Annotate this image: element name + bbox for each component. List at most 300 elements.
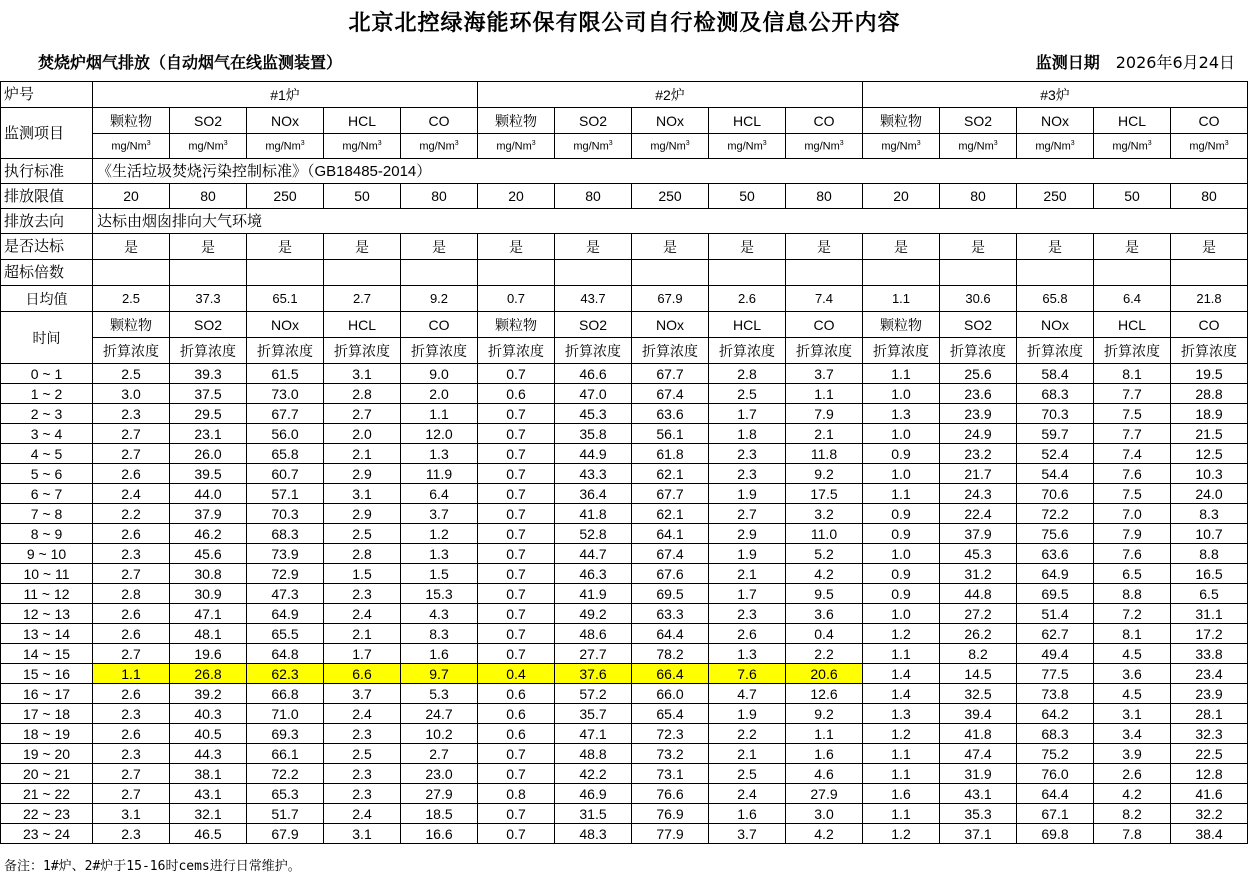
value-cell: 0.4: [786, 624, 863, 644]
value-cell: 2.6: [1094, 764, 1171, 784]
value-cell: 2.8: [324, 384, 401, 404]
value-cell: 70.3: [247, 504, 324, 524]
value-cell: 35.7: [555, 704, 632, 724]
value-cell: 2.7: [93, 644, 170, 664]
value-cell: 26.0: [170, 444, 247, 464]
table-row: [1, 684, 1248, 704]
limit-value: 80: [940, 184, 1017, 209]
value-cell: 7.6: [709, 664, 786, 684]
value-cell: 64.1: [632, 524, 709, 544]
value-cell: 19.5: [1171, 364, 1248, 384]
value-cell: 48.1: [170, 624, 247, 644]
value-cell: 2.6: [93, 604, 170, 624]
value-cell: 14.5: [940, 664, 1017, 684]
row-pollutants-lower: [1, 312, 1248, 338]
value-cell: 47.3: [247, 584, 324, 604]
row-units: [1, 134, 1248, 159]
value-cell: 24.9: [940, 424, 1017, 444]
value-cell: 22.4: [940, 504, 1017, 524]
value-cell: 59.7: [1017, 424, 1094, 444]
time-cell: 4 ~ 5: [1, 444, 93, 464]
value-cell: 47.1: [555, 724, 632, 744]
value-cell: 49.4: [1017, 644, 1094, 664]
value-cell: 38.4: [1171, 824, 1248, 844]
value-cell: 51.4: [1017, 604, 1094, 624]
value-cell: 9.5: [786, 584, 863, 604]
row-daily-avg: [1, 286, 1248, 312]
value-cell: 23.6: [940, 384, 1017, 404]
time-cell: 15 ~ 16: [1, 664, 93, 684]
value-cell: 0.6: [478, 704, 555, 724]
value-cell: 47.4: [940, 744, 1017, 764]
page-title: 北京北控绿海能环保有限公司自行检测及信息公开内容: [348, 11, 901, 36]
value-cell: 2.5: [709, 384, 786, 404]
exceed-value: [940, 260, 1017, 286]
value-cell: 2.1: [786, 424, 863, 444]
value-cell: 1.9: [709, 484, 786, 504]
value-cell: 67.7: [247, 404, 324, 424]
value-cell: 2.3: [93, 404, 170, 424]
value-cell: 0.7: [478, 484, 555, 504]
value-cell: 1.1: [863, 804, 940, 824]
value-cell: 1.4: [863, 684, 940, 704]
value-cell: 0.9: [863, 504, 940, 524]
value-cell: 2.7: [93, 424, 170, 444]
pollutant-name-lower: NOx: [632, 312, 709, 338]
value-cell: 1.9: [709, 544, 786, 564]
value-cell: 3.7: [786, 364, 863, 384]
daily-avg-value: 7.4: [786, 286, 863, 312]
label-time: 时间: [1, 312, 93, 364]
value-cell: 0.7: [478, 504, 555, 524]
value-cell: 4.2: [786, 564, 863, 584]
time-cell: 19 ~ 20: [1, 744, 93, 764]
value-cell: 1.6: [786, 744, 863, 764]
unit-text: mg/Nm: [1112, 140, 1148, 153]
value-cell: 64.9: [247, 604, 324, 624]
time-cell: 3 ~ 4: [1, 424, 93, 444]
value-cell: 62.7: [1017, 624, 1094, 644]
value-cell: 66.0: [632, 684, 709, 704]
time-cell: 1 ~ 2: [1, 384, 93, 404]
value-cell: 2.8: [93, 584, 170, 604]
value-cell: 0.6: [478, 384, 555, 404]
value-cell: 2.6: [93, 624, 170, 644]
value-cell: 2.7: [709, 504, 786, 524]
value-cell: 7.5: [1094, 484, 1171, 504]
unit-text: mg/Nm: [111, 140, 147, 153]
table-row: [1, 664, 1248, 684]
value-cell: 2.3: [324, 724, 401, 744]
value-cell: 68.3: [247, 524, 324, 544]
pollutant-name: SO2: [940, 108, 1017, 134]
value-cell: 18.9: [1171, 404, 1248, 424]
time-cell: 14 ~ 15: [1, 644, 93, 664]
value-cell: 1.6: [401, 644, 478, 664]
value-cell: 28.1: [1171, 704, 1248, 724]
furnace-2-header: #2炉: [478, 82, 863, 108]
time-cell: 0 ~ 1: [1, 364, 93, 384]
value-cell: 4.5: [1094, 644, 1171, 664]
conv-label: 折算浓度: [478, 338, 555, 364]
value-cell: 46.5: [170, 824, 247, 844]
value-cell: 46.6: [555, 364, 632, 384]
value-cell: 72.9: [247, 564, 324, 584]
time-cell: 5 ~ 6: [1, 464, 93, 484]
value-cell: 32.1: [170, 804, 247, 824]
compliant-value: 是: [1171, 234, 1248, 260]
value-cell: 77.9: [632, 824, 709, 844]
value-cell: 23.0: [401, 764, 478, 784]
exceed-value: [247, 260, 324, 286]
value-cell: 66.4: [632, 664, 709, 684]
compliant-value: 是: [247, 234, 324, 260]
value-cell: 73.1: [632, 764, 709, 784]
value-cell: 67.7: [632, 484, 709, 504]
value-cell: 0.7: [478, 604, 555, 624]
value-cell: 12.0: [401, 424, 478, 444]
value-cell: 77.5: [1017, 664, 1094, 684]
value-cell: 8.2: [1094, 804, 1171, 824]
value-cell: 2.5: [93, 364, 170, 384]
time-cell: 7 ~ 8: [1, 504, 93, 524]
value-cell: 31.9: [940, 764, 1017, 784]
value-cell: 2.7: [401, 744, 478, 764]
value-cell: 9.0: [401, 364, 478, 384]
value-cell: 0.9: [863, 444, 940, 464]
value-cell: 56.0: [247, 424, 324, 444]
row-items: [1, 108, 1248, 134]
value-cell: 2.7: [93, 764, 170, 784]
value-cell: 2.1: [709, 744, 786, 764]
value-cell: 0.6: [478, 724, 555, 744]
footnote: 备注：1#炉、2#炉于15-16时cems进行日常维护。: [4, 859, 301, 874]
value-cell: 1.1: [863, 644, 940, 664]
conv-label: 折算浓度: [632, 338, 709, 364]
daily-avg-value: 2.5: [93, 286, 170, 312]
value-cell: 8.3: [1171, 504, 1248, 524]
value-cell: 32.5: [940, 684, 1017, 704]
value-cell: 1.3: [401, 444, 478, 464]
value-cell: 46.2: [170, 524, 247, 544]
unit-exponent: 3: [300, 139, 305, 147]
value-cell: 8.2: [940, 644, 1017, 664]
value-cell: 1.1: [786, 384, 863, 404]
daily-avg-value: 21.8: [1171, 286, 1248, 312]
time-cell: 6 ~ 7: [1, 484, 93, 504]
value-cell: 75.6: [1017, 524, 1094, 544]
furnace-3-header: #3炉: [863, 82, 1248, 108]
value-cell: 1.2: [863, 624, 940, 644]
pollutant-name: 颗粒物: [93, 108, 170, 134]
compliant-value: 是: [555, 234, 632, 260]
value-cell: 3.9: [1094, 744, 1171, 764]
value-cell: 48.6: [555, 624, 632, 644]
label-furnace: 炉号: [1, 82, 93, 108]
value-cell: 1.0: [863, 424, 940, 444]
value-cell: 39.4: [940, 704, 1017, 724]
row-exceed: [1, 260, 1248, 286]
value-cell: 2.7: [324, 404, 401, 424]
table-row: [1, 464, 1248, 484]
daily-avg-value: 6.4: [1094, 286, 1171, 312]
value-cell: 44.0: [170, 484, 247, 504]
value-cell: 6.6: [324, 664, 401, 684]
pollutant-name: CO: [401, 108, 478, 134]
pollutant-name: HCL: [1094, 108, 1171, 134]
value-cell: 2.1: [324, 444, 401, 464]
value-cell: 68.3: [1017, 384, 1094, 404]
label-destination: 排放去向: [1, 209, 93, 234]
table-row: [1, 364, 1248, 384]
limit-value: 50: [324, 184, 401, 209]
unit-text: mg/Nm: [881, 140, 917, 153]
value-cell: 6.5: [1094, 564, 1171, 584]
unit-exponent: 3: [839, 139, 844, 147]
value-cell: 1.3: [709, 644, 786, 664]
daily-avg-value: 67.9: [632, 286, 709, 312]
value-cell: 23.2: [940, 444, 1017, 464]
value-cell: 63.6: [632, 404, 709, 424]
value-cell: 1.1: [401, 404, 478, 424]
label-item: 监测项目: [1, 108, 93, 159]
unit-cell: [1017, 134, 1094, 159]
value-cell: 32.2: [1171, 804, 1248, 824]
value-cell: 78.2: [632, 644, 709, 664]
value-cell: 2.7: [93, 444, 170, 464]
value-cell: 1.7: [324, 644, 401, 664]
value-cell: 6.4: [401, 484, 478, 504]
value-cell: 66.1: [247, 744, 324, 764]
value-cell: 23.9: [1171, 684, 1248, 704]
value-cell: 4.5: [1094, 684, 1171, 704]
unit-exponent: 3: [1070, 139, 1075, 147]
value-cell: 0.7: [478, 804, 555, 824]
value-cell: 37.6: [555, 664, 632, 684]
value-cell: 3.2: [786, 504, 863, 524]
value-cell: 22.5: [1171, 744, 1248, 764]
value-cell: 62.1: [632, 504, 709, 524]
time-cell: 12 ~ 13: [1, 604, 93, 624]
unit-exponent: 3: [454, 139, 459, 147]
value-cell: 1.2: [401, 524, 478, 544]
exceed-value: [170, 260, 247, 286]
monitor-date: [1036, 50, 1235, 73]
unit-cell: [709, 134, 786, 159]
time-cell: 2 ~ 3: [1, 404, 93, 424]
value-cell: 65.8: [247, 444, 324, 464]
value-cell: 7.6: [1094, 544, 1171, 564]
value-cell: 7.5: [1094, 404, 1171, 424]
value-cell: 48.8: [555, 744, 632, 764]
conv-label: 折算浓度: [786, 338, 863, 364]
value-cell: 3.6: [786, 604, 863, 624]
limit-value: 80: [401, 184, 478, 209]
daily-avg-value: 65.1: [247, 286, 324, 312]
value-cell: 48.3: [555, 824, 632, 844]
value-cell: 54.4: [1017, 464, 1094, 484]
destination-text: 达标由烟囱排向大气环境: [93, 209, 1248, 234]
unit-exponent: 3: [993, 139, 998, 147]
value-cell: 1.5: [401, 564, 478, 584]
limit-value: 250: [1017, 184, 1094, 209]
pollutant-name-lower: 颗粒物: [478, 312, 555, 338]
value-cell: 2.2: [709, 724, 786, 744]
value-cell: 2.6: [93, 684, 170, 704]
exceed-value: [1017, 260, 1094, 286]
value-cell: 7.4: [1094, 444, 1171, 464]
value-cell: 3.0: [786, 804, 863, 824]
value-cell: 5.2: [786, 544, 863, 564]
table-row: [1, 504, 1248, 524]
unit-cell: [247, 134, 324, 159]
pollutant-name-lower: HCL: [324, 312, 401, 338]
table-subtitle: 焚烧炉烟气排放（自动烟气在线监测装置）: [38, 53, 343, 72]
value-cell: 10.2: [401, 724, 478, 744]
unit-text: mg/Nm: [958, 140, 994, 153]
row-furnace: [1, 82, 1248, 108]
value-cell: 67.4: [632, 544, 709, 564]
compliant-value: 是: [1017, 234, 1094, 260]
value-cell: 2.6: [709, 624, 786, 644]
value-cell: 5.3: [401, 684, 478, 704]
label-limit: 排放限值: [1, 184, 93, 209]
value-cell: 2.4: [709, 784, 786, 804]
conv-label: 折算浓度: [170, 338, 247, 364]
value-cell: 1.1: [863, 484, 940, 504]
conv-label: 折算浓度: [247, 338, 324, 364]
time-cell: 8 ~ 9: [1, 524, 93, 544]
daily-avg-value: 2.7: [324, 286, 401, 312]
value-cell: 7.7: [1094, 424, 1171, 444]
value-cell: 16.5: [1171, 564, 1248, 584]
value-cell: 2.5: [324, 524, 401, 544]
value-cell: 64.4: [1017, 784, 1094, 804]
exceed-value: [478, 260, 555, 286]
unit-text: mg/Nm: [1189, 140, 1225, 153]
limit-value: 250: [632, 184, 709, 209]
value-cell: 0.4: [478, 664, 555, 684]
value-cell: 3.4: [1094, 724, 1171, 744]
value-cell: 0.6: [478, 684, 555, 704]
value-cell: 0.7: [478, 564, 555, 584]
limit-value: 20: [863, 184, 940, 209]
value-cell: 2.3: [709, 464, 786, 484]
value-cell: 3.7: [401, 504, 478, 524]
value-cell: 2.7: [93, 784, 170, 804]
value-cell: 27.7: [555, 644, 632, 664]
value-cell: 27.9: [786, 784, 863, 804]
value-cell: 25.6: [940, 364, 1017, 384]
pollutant-name-lower: NOx: [1017, 312, 1094, 338]
date-value: 2026年6月24日: [1115, 53, 1235, 72]
value-cell: 1.8: [709, 424, 786, 444]
conv-label: 折算浓度: [940, 338, 1017, 364]
value-cell: 0.9: [863, 524, 940, 544]
pollutant-name: CO: [1171, 108, 1248, 134]
value-cell: 2.0: [401, 384, 478, 404]
value-cell: 64.8: [247, 644, 324, 664]
conv-label: 折算浓度: [709, 338, 786, 364]
value-cell: 21.5: [1171, 424, 1248, 444]
value-cell: 2.6: [93, 524, 170, 544]
unit-text: mg/Nm: [1035, 140, 1071, 153]
value-cell: 1.9: [709, 704, 786, 724]
value-cell: 2.3: [93, 704, 170, 724]
value-cell: 2.2: [93, 504, 170, 524]
unit-exponent: 3: [223, 139, 228, 147]
compliant-value: 是: [863, 234, 940, 260]
value-cell: 47.1: [170, 604, 247, 624]
pollutant-name: CO: [786, 108, 863, 134]
time-cell: 10 ~ 11: [1, 564, 93, 584]
pollutant-name: HCL: [324, 108, 401, 134]
value-cell: 2.4: [324, 604, 401, 624]
exceed-value: [863, 260, 940, 286]
value-cell: 1.0: [863, 604, 940, 624]
standard-text: 《生活垃圾焚烧污染控制标准》（GB18485-2014）: [93, 159, 1248, 184]
value-cell: 2.7: [93, 564, 170, 584]
value-cell: 0.7: [478, 644, 555, 664]
pollutant-name: NOx: [1017, 108, 1094, 134]
value-cell: 65.4: [632, 704, 709, 724]
value-cell: 6.5: [1171, 584, 1248, 604]
value-cell: 33.8: [1171, 644, 1248, 664]
value-cell: 8.8: [1094, 584, 1171, 604]
row-standard: [1, 159, 1248, 184]
table-row: [1, 424, 1248, 444]
value-cell: 11.8: [786, 444, 863, 464]
time-cell: 17 ~ 18: [1, 704, 93, 724]
value-cell: 37.5: [170, 384, 247, 404]
value-cell: 69.3: [247, 724, 324, 744]
value-cell: 2.3: [709, 604, 786, 624]
value-cell: 70.3: [1017, 404, 1094, 424]
table-row: [1, 584, 1248, 604]
value-cell: 73.8: [1017, 684, 1094, 704]
value-cell: 0.8: [478, 784, 555, 804]
value-cell: 1.7: [709, 584, 786, 604]
value-cell: 10.3: [1171, 464, 1248, 484]
daily-avg-value: 37.3: [170, 286, 247, 312]
value-cell: 76.6: [632, 784, 709, 804]
compliant-value: 是: [478, 234, 555, 260]
value-cell: 2.3: [324, 784, 401, 804]
value-cell: 2.8: [709, 364, 786, 384]
unit-cell: [863, 134, 940, 159]
table-row: [1, 764, 1248, 784]
value-cell: 24.7: [401, 704, 478, 724]
unit-cell: [170, 134, 247, 159]
value-cell: 7.2: [1094, 604, 1171, 624]
value-cell: 2.4: [93, 484, 170, 504]
value-cell: 2.3: [709, 444, 786, 464]
value-cell: 52.8: [555, 524, 632, 544]
value-cell: 37.1: [940, 824, 1017, 844]
value-cell: 0.7: [478, 624, 555, 644]
table-row: [1, 704, 1248, 724]
value-cell: 9.2: [786, 464, 863, 484]
value-cell: 0.9: [863, 584, 940, 604]
value-cell: 26.2: [940, 624, 1017, 644]
value-cell: 1.6: [709, 804, 786, 824]
value-cell: 30.9: [170, 584, 247, 604]
value-cell: 27.2: [940, 604, 1017, 624]
value-cell: 1.1: [863, 364, 940, 384]
unit-exponent: 3: [608, 139, 613, 147]
value-cell: 31.1: [1171, 604, 1248, 624]
unit-text: mg/Nm: [573, 140, 609, 153]
